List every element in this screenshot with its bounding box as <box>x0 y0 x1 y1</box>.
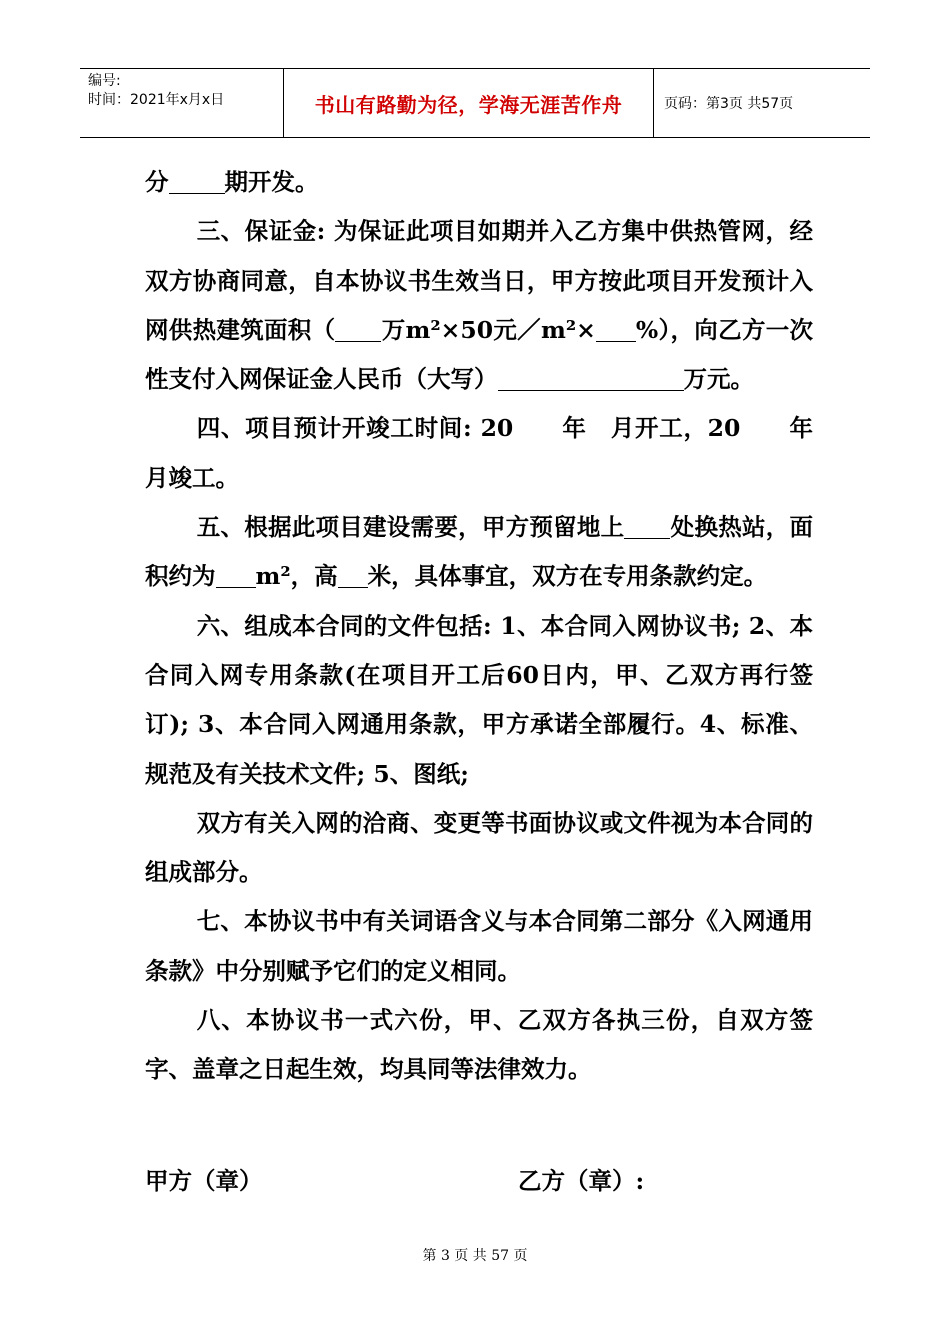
party-a-seal: 甲方（章） <box>145 1167 263 1195</box>
blank-field <box>335 317 381 342</box>
blank-field <box>338 564 368 589</box>
document-number-label: 编号: <box>88 73 121 89</box>
blank-field <box>596 317 636 342</box>
paragraph-heat-station: 五、根据此项目建设需要，甲方预留地上 处换热站，面积约为 m²，高 米，具体事宜，双方在专用条款约定。 <box>145 513 813 591</box>
paragraph-schedule: 四、项目预计开竣工时间: 20 年 月开工，20 年 月竣工。 <box>145 414 860 492</box>
blank-field <box>169 170 225 195</box>
paragraph-definitions: 七、本协议书中有关词语含义与本合同第二部分《入网通用条款》中分别赋予它们的定义相同。 <box>145 907 813 985</box>
document-time-label: 时间：2021年x月x日 <box>88 92 225 108</box>
party-b-seal: 乙方（章）: <box>518 1167 645 1195</box>
page-footer: 第 3 页 共 57 页 <box>422 1248 528 1264</box>
header-page-info: 页码：第3页 共57页 <box>664 96 794 112</box>
header-meta <box>80 69 284 137</box>
header-motto: 书山有路勤为径，学海无涯苦作舟 <box>284 69 654 137</box>
paragraph-documents: 六、组成本合同的文件包括: 1、本合同入网协议书; 2、本合同入网专用条款(在项目开工后60日内，甲、乙双方再行签订); 3、本合同入网通用条款，甲方承诺全部履行。4、标准、规范及有关技术文件; 5、图纸; <box>145 611 813 788</box>
paragraph-phase: 分 期开发。 <box>145 168 319 196</box>
blank-field <box>498 367 684 392</box>
blank-field <box>624 515 670 540</box>
paragraph-deposit: 三、保证金: 为保证此项目如期并入乙方集中供热管网，经双方协商同意，自本协议书生效当日，甲方按此项目开发预计入网供热建筑面积（ 万m²×50元／m²× %），向乙方一次性支付入网保证金人民币（大写） 万元。 <box>145 217 813 394</box>
page-header <box>80 68 870 138</box>
document-body <box>145 158 860 1095</box>
blank-field <box>216 564 256 589</box>
paragraph-amendments: 双方有关入网的洽商、变更等书面协议或文件视为本合同的组成部分。 <box>145 808 813 887</box>
paragraph-copies: 八、本协议书一式六份，甲、乙双方各执三份，自双方签字、盖章之日起生效，均具同等法律效力。 <box>145 1006 813 1084</box>
